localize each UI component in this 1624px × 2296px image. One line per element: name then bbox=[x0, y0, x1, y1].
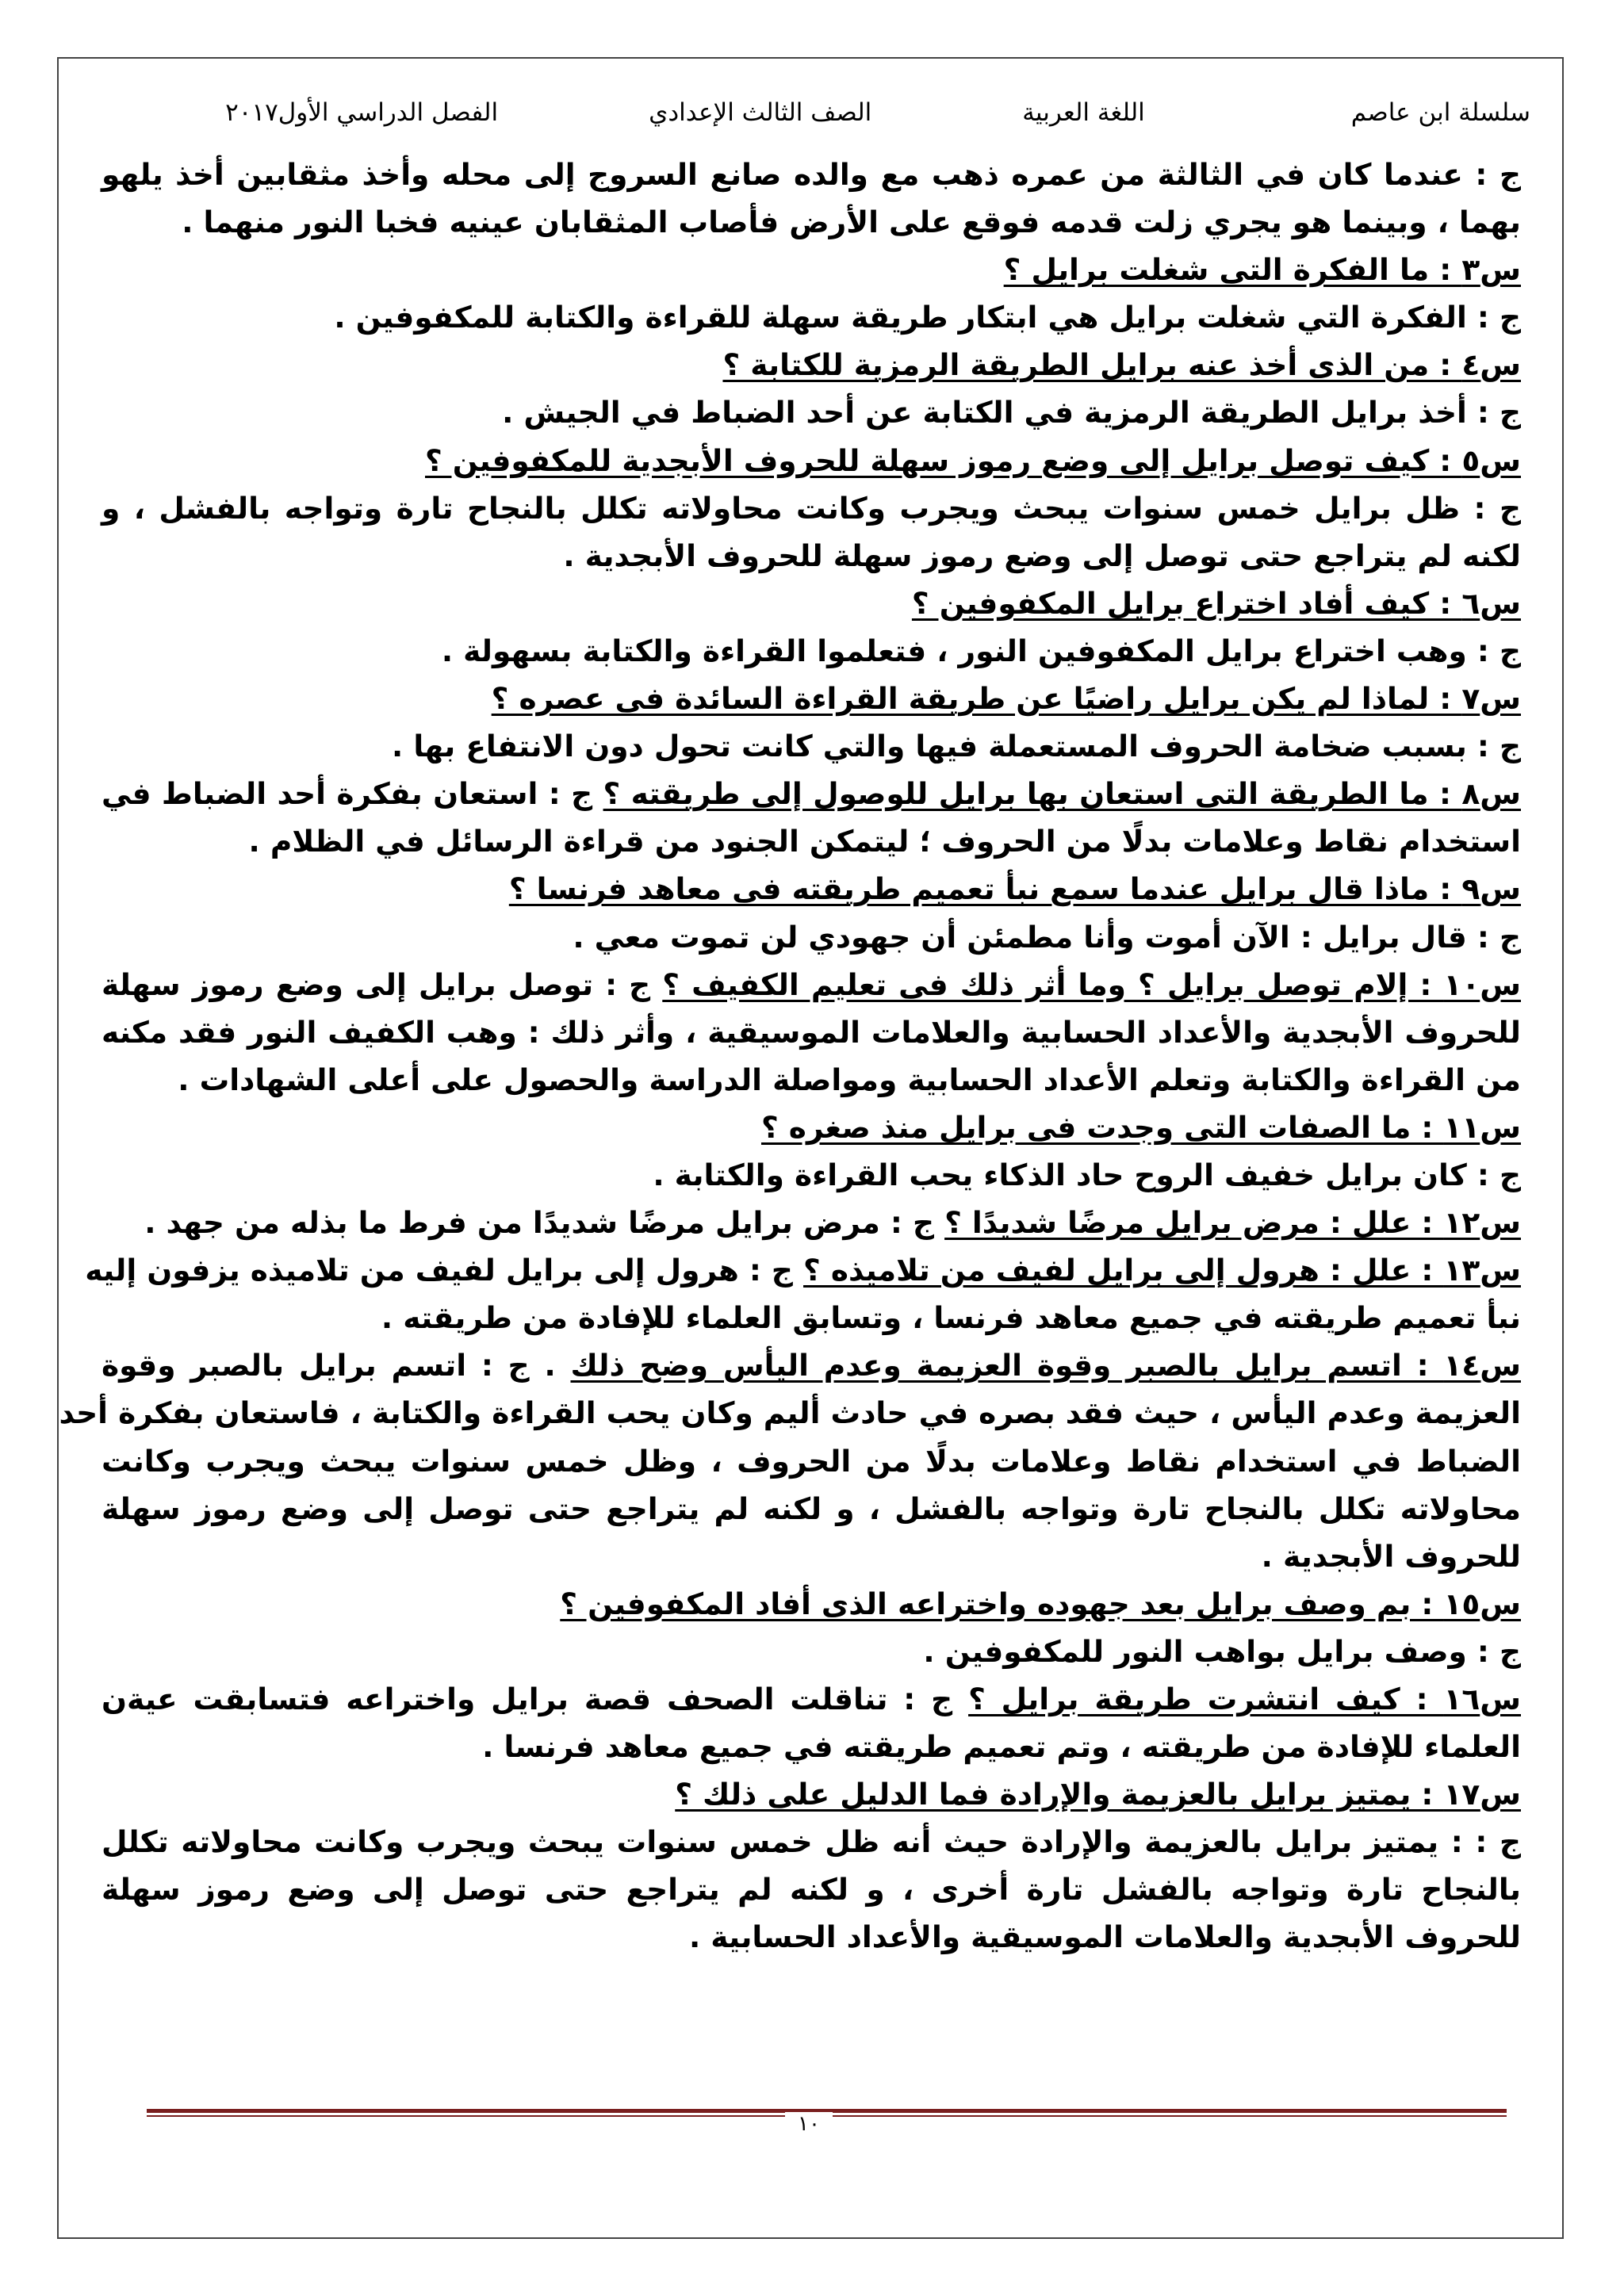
text-line bbox=[102, 341, 1521, 388]
subject-name: اللغة العربية bbox=[1022, 98, 1145, 127]
answer-text: ج : توصل برايل إلى وضع رموز سهلة bbox=[102, 966, 651, 1002]
text-line bbox=[102, 1294, 1521, 1341]
text-line bbox=[102, 1151, 1521, 1199]
text-line bbox=[102, 865, 1521, 913]
text-line bbox=[102, 532, 1521, 580]
answer-text: بالنجاح تارة وتواجه بالفشل تارة أخرى ، و لكنه لم يتراجع حتى توصل إلى وضع رموز سهلة bbox=[102, 1872, 1521, 1908]
answer-text: للحروف الأبجدية والعلامات الموسيقية والأعداد الحسابية . bbox=[688, 1919, 1521, 1955]
answer-text: . ج : اتسم برايل بالصبر وقوة bbox=[102, 1348, 556, 1383]
answer-text: استخدام نقاط وعلامات بدلًا من الحروف ؛ ليتمكن الجنود من قراءة الرسائل في الظلام . bbox=[248, 824, 1521, 859]
answer-text: ج : بسبب ضخامة الحروف المستعملة فيها والتي كانت تحول دون الانتفاع بها . bbox=[392, 729, 1521, 764]
text-line bbox=[102, 1723, 1521, 1770]
text-line bbox=[102, 198, 1521, 246]
text-line bbox=[102, 1485, 1521, 1533]
text-line bbox=[102, 293, 1521, 341]
question-text: س٥ : كيف توصل برايل إلى وضع رموز سهلة للحروف الأبجدية للمكفوفين ؟ bbox=[425, 442, 1521, 478]
text-line bbox=[102, 1437, 1521, 1485]
answer-text: ج : تناقلت الصحف قصة برايل واختراعه فتسابقت عيةن bbox=[102, 1682, 953, 1716]
text-line bbox=[102, 1675, 1521, 1723]
answer-text: ج : مرض برايل مرضًا شديدًا من فرط ما بذله من جهد . bbox=[144, 1205, 935, 1241]
page-header bbox=[103, 89, 1530, 136]
text-line bbox=[102, 151, 1521, 198]
text-line bbox=[102, 1628, 1521, 1675]
answer-text: للحروف الأبجدية والأعداد الحسابية والعلامات الموسيقية ، وأثر ذلك : وهب الكفيف النور فقد مكنه bbox=[102, 1014, 1521, 1050]
text-line bbox=[102, 580, 1521, 627]
series-name: سلسلة ابن عاصم bbox=[1350, 98, 1530, 127]
year: ٢٠١٧ bbox=[225, 98, 278, 127]
text-line bbox=[102, 1199, 1521, 1246]
answer-text: بهما ، وبينما هو يجري زلت قدمه فوقع على الأرض فأصاب المثقابان عينيه فخبا النور منهما . bbox=[182, 205, 1521, 240]
text-line bbox=[102, 246, 1521, 293]
text-line bbox=[102, 1818, 1521, 1866]
answer-text: لكنه لم يتراجع حتى توصل إلى وضع رموز سهلة للحروف الأبجدية . bbox=[563, 538, 1521, 573]
question-text: س١٦ : كيف انتشرت طريقة برايل ؟ bbox=[968, 1682, 1521, 1716]
question-text: س٨ : ما الطريقة التى استعان بها برايل للوصول إلى طريقته ؟ bbox=[603, 776, 1521, 812]
text-line bbox=[102, 1913, 1521, 1961]
text-line bbox=[102, 437, 1521, 484]
answer-text: ج : : يمتيز برايل بالعزيمة والإرادة حيث أنه ظل خمس سنوات يبحث ويجرب وكانت محاولاته تكلل bbox=[102, 1824, 1521, 1860]
text-line bbox=[85, 1246, 1521, 1294]
text-line bbox=[102, 1056, 1521, 1104]
answer-text: ج : وصف برايل بواهب النور للمكفوفين . bbox=[923, 1633, 1521, 1669]
page-number: ١٠ bbox=[785, 2112, 833, 2136]
answer-text: محاولاته تكلل بالنجاح تارة وتواجه بالفشل ، و لكنه لم يتراجع حتى توصل إلى وضع رموز سهلة bbox=[102, 1490, 1521, 1526]
answer-text: ج : الفكرة التي شغلت برايل هي ابتكار طريقة سهلة للقراءة والكتابة للمكفوفين . bbox=[334, 300, 1521, 335]
text-line bbox=[102, 1104, 1521, 1151]
text-line bbox=[102, 1533, 1521, 1580]
text-line bbox=[102, 627, 1521, 675]
question-text: س٧ : لماذا لم يكن برايل راضيًا عن طريقة القراءة السائدة فى عصره ؟ bbox=[491, 681, 1521, 717]
answer-text: ج : قال برايل : الآن أموت وأنا مطمئن أن جهودي لن تموت معي . bbox=[573, 919, 1521, 955]
grade-name: الصف الثالث الإعدادي bbox=[649, 98, 872, 127]
text-line bbox=[102, 1866, 1521, 1913]
qa-content bbox=[59, 151, 1521, 1961]
answer-text: العزيمة وعدم اليأس ، حيث فقد بصره في حادث أليم وكان يحب القراءة والكتابة ، فاستعان بفكرة أحد bbox=[59, 1395, 1521, 1431]
answer-text: ج : عندما كان في الثالثة من عمره ذهب مع والده صانع السروج إلى محله وأخذ مثقابين أخذ يلهو bbox=[102, 157, 1521, 192]
answer-text: ج : أخذ برايل الطريقة الرمزية في الكتابة عن أحد الضباط في الجيش . bbox=[502, 395, 1521, 430]
text-line bbox=[102, 770, 1521, 817]
question-text: س١٣ : علل : هرول إلى برايل لفيف من تلاميذه ؟ bbox=[803, 1253, 1521, 1288]
text-line bbox=[102, 1341, 1521, 1389]
question-text: س١١ : ما الصفات التى وجدت فى برايل منذ صغره ؟ bbox=[761, 1109, 1521, 1145]
text-line bbox=[102, 675, 1521, 722]
text-line bbox=[102, 388, 1521, 436]
question-text: س٦ : كيف أفاد اختراع برايل المكفوفين ؟ bbox=[911, 585, 1521, 621]
text-line bbox=[102, 722, 1521, 770]
answer-text: ج : ظل برايل خمس سنوات يبحث ويجرب وكانت محاولاته تكلل بالنجاح تارة وتواجه بالفشل ، و bbox=[102, 490, 1521, 526]
answer-text: نبأ تعميم طريقته في جميع معاهد فرنسا ، وتسابق العلماء للإفادة من طريقته . bbox=[381, 1300, 1521, 1336]
text-line bbox=[102, 817, 1521, 865]
question-text: س٩ : ماذا قال برايل عندما سمع نبأ تعميم طريقته فى معاهد فرنسا ؟ bbox=[508, 871, 1521, 907]
question-text: س٤ : من الذى أخذ عنه برايل الطريقة الرمزية للكتابة ؟ bbox=[722, 347, 1521, 383]
text-line bbox=[102, 484, 1521, 532]
answer-text: ج : هرول إلى برايل لفيف من تلاميذه يزفون إليه bbox=[85, 1253, 793, 1288]
text-line bbox=[102, 1770, 1521, 1818]
answer-text: ج : كان برايل خفيف الروح حاد الذكاء يحب القراءة والكتابة . bbox=[653, 1157, 1521, 1192]
text-line bbox=[102, 1008, 1521, 1056]
answer-text: الضباط في استخدام نقاط وعلامات بدلًا من الحروف ، وظل خمس سنوات يبحث ويجرب وكانت bbox=[102, 1443, 1521, 1479]
question-text: س١٤ : اتسم برايل بالصبر وقوة العزيمة وعدم اليأس وضح ذلك bbox=[570, 1348, 1521, 1383]
question-text: س١٢ : علل : مرض برايل مرضًا شديدًا ؟ bbox=[944, 1205, 1521, 1241]
text-line bbox=[102, 913, 1521, 961]
answer-text: من القراءة والكتابة وتعلم الأعداد الحسابية ومواصلة الدراسة والحصول على أعلى الشهادات . bbox=[178, 1062, 1521, 1097]
text-line bbox=[102, 961, 1521, 1008]
answer-text: ج : وهب اختراع برايل المكفوفين النور ، فتعلموا القراءة والكتابة بسهولة . bbox=[441, 633, 1521, 668]
question-text: س١٥ : بم وصف برايل بعد جهوده واختراعه الذى أفاد المكفوفين ؟ bbox=[560, 1586, 1521, 1621]
question-text: س١٠ : إلام توصل برايل ؟ وما أثر ذلك فى تعليم الكفيف ؟ bbox=[662, 966, 1521, 1002]
text-line bbox=[59, 1389, 1521, 1437]
answer-text: للحروف الأبجدية . bbox=[1261, 1538, 1521, 1574]
answer-text: العلماء للإفادة من طريقته ، وتم تعميم طريقته في جميع معاهد فرنسا . bbox=[482, 1729, 1521, 1765]
question-text: س٣ : ما الفكرة التى شغلت برايل ؟ bbox=[1003, 252, 1521, 288]
term-name: الفصل الدراسي الأول bbox=[278, 98, 499, 127]
text-line bbox=[102, 1580, 1521, 1628]
answer-text: ج : استعان بفكرة أحد الضباط في bbox=[102, 776, 593, 812]
question-text: س١٧ : يمتيز برايل بالعزيمة والإرادة فما الدليل على ذلك ؟ bbox=[675, 1777, 1521, 1812]
